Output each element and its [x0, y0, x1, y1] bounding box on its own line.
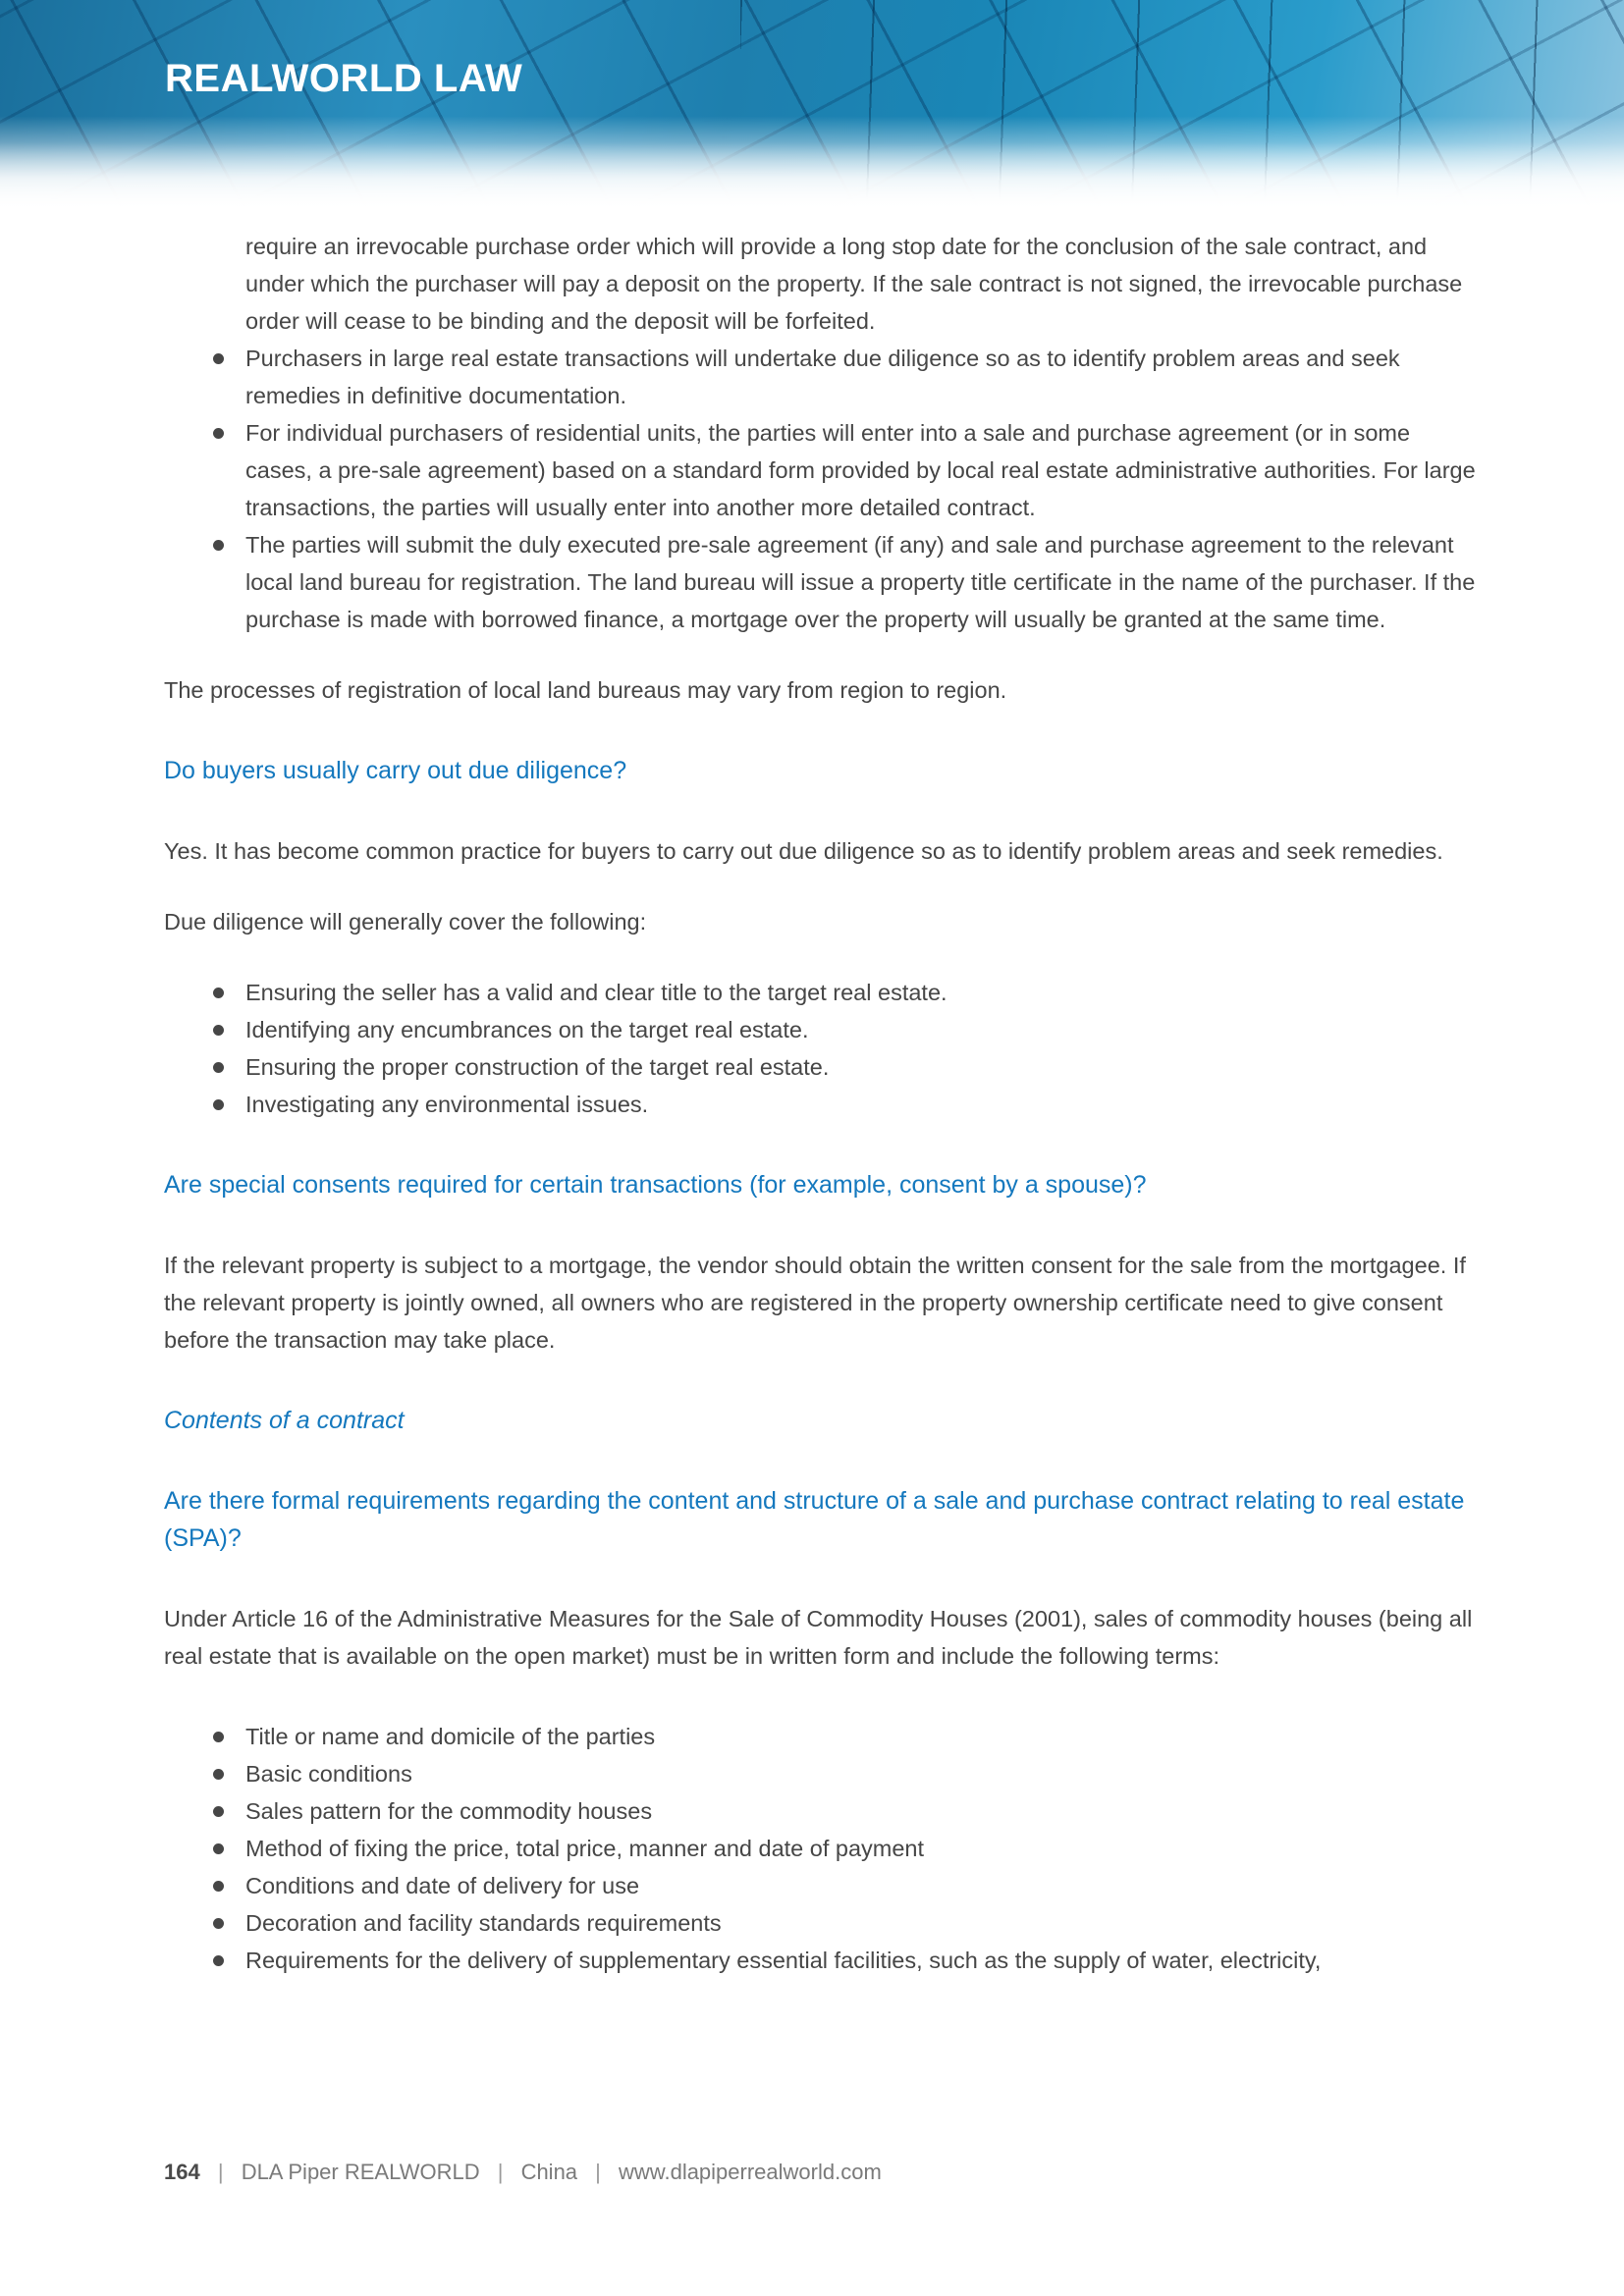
list-item-text: The parties will submit the duly executed pre-sale agreement (if any) and sale and purchase agreement to the relevant local land bureau for registration. The land bureau will issue a property title certificate in the name of the purchaser. If the purchase is made with borrowed finance, a mortgage over the property will usually be granted at the same time. — [245, 532, 1476, 632]
bullet-icon — [213, 1025, 224, 1036]
footer-website-link[interactable]: www.dlapiperrealworld.com — [619, 2160, 882, 2184]
list-item — [164, 526, 1480, 638]
footer-separator: | — [497, 2160, 504, 2184]
list-item — [164, 1718, 1480, 1755]
due-diligence-intro: Due diligence will generally cover the following: — [164, 909, 647, 934]
list-item — [164, 1048, 1480, 1086]
process-bullet-list — [164, 340, 1480, 638]
bullet-icon — [213, 428, 224, 439]
due-diligence-answer: Yes. It has become common practice for buyers to carry out due diligence so as to identify problem areas and seek remedies. — [164, 838, 1443, 864]
bullet-icon — [213, 1955, 224, 1966]
page-content — [164, 228, 1480, 1979]
question-heading-special-consents: Are special consents required for certain transactions (for example, consent by a spouse)? — [164, 1171, 1147, 1199]
page-number: 164 — [164, 2160, 200, 2184]
bullet-icon — [213, 988, 224, 998]
section-heading-contents-of-contract: Contents of a contract — [164, 1407, 405, 1434]
list-item-text: For individual purchasers of residential units, the parties will enter into a sale and purchase agreement (or in some cases, a pre-sale agreement) based on a standard form provided by local real estate administrative authorities. For large transactions, the parties will usually enter into another more detailed contract. — [245, 420, 1476, 520]
list-item-text: Basic conditions — [245, 1761, 412, 1787]
bullet-icon — [213, 1881, 224, 1892]
banner-title: REALWORLD LAW — [165, 57, 523, 100]
registration-note: The processes of registration of local land bureaus may vary from region to region. — [164, 677, 1007, 703]
list-item-text: Title or name and domicile of the parties — [245, 1724, 656, 1749]
formal-requirements-answer: Under Article 16 of the Administrative Measures for the Sale of Commodity Houses (2001), sales of commodity houses (being all real estate that is available on the open market) must be in written form and include the following terms: — [164, 1606, 1473, 1669]
bullet-icon — [213, 1099, 224, 1110]
header-banner — [0, 0, 1624, 211]
list-item — [164, 1904, 1480, 1942]
list-item-text: Identifying any encumbrances on the target real estate. — [245, 1017, 809, 1042]
footer-separator: | — [595, 2160, 601, 2184]
contract-terms-list — [164, 1718, 1480, 1979]
list-item — [164, 1011, 1480, 1048]
list-item — [164, 340, 1480, 414]
list-item-text: Method of fixing the price, total price, manner and date of payment — [245, 1836, 925, 1861]
footer-separator: | — [217, 2160, 224, 2184]
bullet-icon — [213, 1062, 224, 1073]
list-item — [164, 1792, 1480, 1830]
list-item — [164, 1867, 1480, 1904]
list-item — [164, 1755, 1480, 1792]
footer-country: China — [520, 2160, 578, 2184]
special-consents-answer: If the relevant property is subject to a mortgage, the vendor should obtain the written consent for the sale from the mortgagee. If the relevant property is jointly owned, all owners who are registered in the property ownership certificate need to give consent before the transaction may take place. — [164, 1253, 1466, 1353]
bullet-icon — [213, 1806, 224, 1817]
list-item-text: Sales pattern for the commodity houses — [245, 1798, 653, 1824]
list-item — [164, 1830, 1480, 1867]
bullet-continuation-text: require an irrevocable purchase order which will provide a long stop date for the conclusion of the sale contract, and under which the purchaser will pay a deposit on the property. If the sale contract is not signed, the irrevocable purchase order will cease to be binding and the deposit will be forfeited. — [245, 234, 1463, 334]
list-item — [164, 974, 1480, 1011]
due-diligence-list — [164, 974, 1480, 1123]
list-item — [164, 1942, 1480, 1979]
list-item-text: Conditions and date of delivery for use — [245, 1873, 640, 1898]
page-footer — [164, 2160, 882, 2185]
banner-fade — [0, 142, 1624, 211]
bullet-icon — [213, 1769, 224, 1780]
bullet-icon — [213, 540, 224, 551]
list-item — [164, 1086, 1480, 1123]
list-item-text: Requirements for the delivery of supplementary essential facilities, such as the supply of water, electricity, — [245, 1948, 1322, 1973]
question-heading-formal-requirements: Are there formal requirements regarding the content and structure of a sale and purchase contract relating to real estate (SPA)? — [164, 1487, 1465, 1552]
list-item-text: Purchasers in large real estate transactions will undertake due diligence so as to identify problem areas and seek remedies in definitive documentation. — [245, 346, 1400, 408]
footer-publication: DLA Piper REALWORLD — [241, 2160, 480, 2184]
bullet-icon — [213, 1918, 224, 1929]
list-item-text: Ensuring the proper construction of the target real estate. — [245, 1054, 830, 1080]
question-heading-due-diligence: Do buyers usually carry out due diligence? — [164, 757, 627, 784]
list-item-text: Ensuring the seller has a valid and clear title to the target real estate. — [245, 980, 947, 1005]
bullet-icon — [213, 1843, 224, 1854]
list-item-text: Decoration and facility standards requirements — [245, 1910, 722, 1936]
list-item-text: Investigating any environmental issues. — [245, 1092, 649, 1117]
bullet-icon — [213, 1732, 224, 1742]
list-item — [164, 414, 1480, 526]
bullet-icon — [213, 353, 224, 364]
